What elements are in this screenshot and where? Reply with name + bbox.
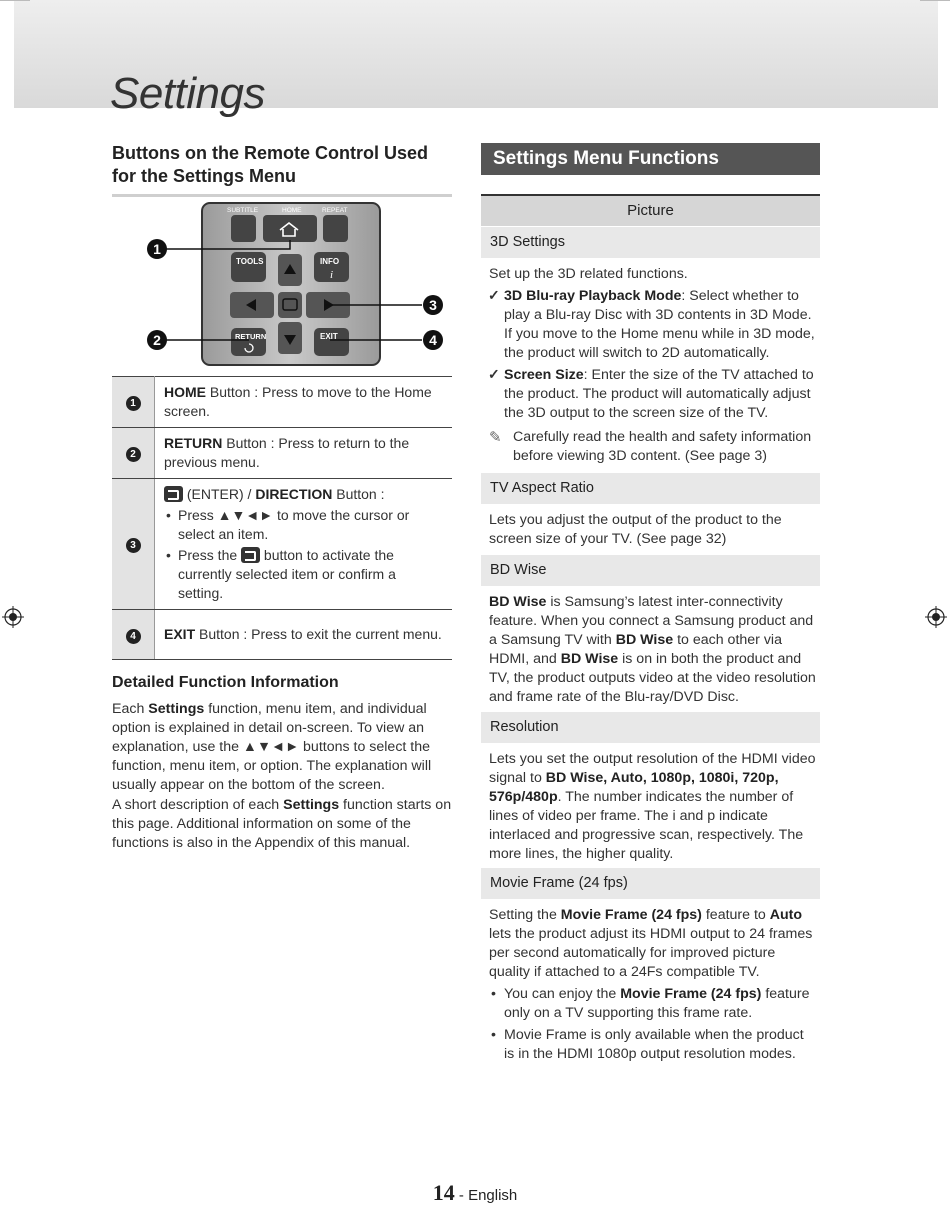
bd-wise-body: BD Wise is Samsung’s latest inter-connectivity feature. When you connect a Samsung product and a Samsung TV with BD Wise to each other via HDMI, and BD Wise is on in both the product and TV, the product outputs video at the video resolution and frame rate of the Blu-ray/DVD Disc. [489,594,816,705]
resolution-body: Lets you set the output resolution of the HDMI video signal to BD Wise, Auto, 1080p, 1080i, 720p, 576p/480p. The number indicates the number of lines of video per frame. The i and p indicate interlaced and progressive scan, respectively. The more lines, the higher quality. [489,751,816,862]
row-description: (ENTER) / DIRECTION Button : • Press ▲▼◄► to move the cursor or select an item. • Press the button to activate the currently selected item or confirm a setting. [155,479,453,610]
remote-label-repeat: REPEAT [322,207,348,214]
row-number-badge: 1 [126,396,141,411]
check-icon: ✓ [488,367,500,383]
item-resolution: Resolution [481,712,820,743]
remote-label-home: HOME [282,207,302,214]
row-number-cell [112,377,155,428]
category-picture: Picture [481,196,820,226]
crop-mark [920,0,950,1]
movie-frame-body: Setting the Movie Frame (24 fps) feature to Auto lets the product adjust its HDMI output to 24 frames per second automatically for improved picture quality if attached to a 24Fs compatible TV. • You can enjoy the Movie Frame (24 fps) feature only on a TV supporting this frame rate. • Movie Frame is only available when the product is in the HDMI 1080p output resolution modes. [489,906,817,1064]
item-movie-frame: Movie Frame (24 fps) [481,868,820,899]
home-button [263,215,317,242]
detail-title: Detailed Function Information [112,674,339,691]
remote-section-heading [112,142,452,197]
remote-label-exit: EXIT [320,332,338,341]
pencil-note-icon: ✎ [489,429,502,446]
row-description: RETURN Button : Press to return to the previous menu. [155,428,453,479]
list-item: • Press the button to activate the currently selected item or confirm a setting. [164,546,444,603]
table-row [112,428,452,479]
row-number-badge: 4 [126,629,141,644]
row-number-cell [112,479,155,610]
row-description: EXIT Button : Press to exit the current menu. [155,610,453,660]
item-tv-aspect-ratio: TV Aspect Ratio [481,473,820,504]
item-3d-settings: 3D Settings [481,227,820,258]
remote-label-subtitle: SUBTITLE [227,207,259,214]
page-language: English [468,1187,518,1204]
page-footer: 14 - English [432,1180,518,1205]
callout-number-2: 2 [153,332,161,348]
section-rule [112,194,452,197]
callout-number-1: 1 [153,241,161,257]
list-item: ✓ Screen Size: Enter the size of the TV attached to the product. The product will automatically adjust the 3D output to the screen size of the TV. [488,367,814,421]
remote-buttons-table [112,376,452,660]
table-row [112,377,452,428]
remote-label-tools: TOOLS [236,257,264,266]
list-item: ✓ 3D Blu-ray Playback Mode: Select whether to play a Blu-ray Disc with 3D contents in 3D Mode. If you move to the Home menu while in 3D mode, the product will switch to 2D automatically. [488,288,815,361]
info-i-icon: i [330,269,334,281]
check-icon: ✓ [488,288,500,304]
tv-aspect-ratio-body: Lets you adjust the output of the product to the screen size of your TV. (See page 32) [489,512,782,547]
callout-number-3: 3 [429,297,437,313]
repeat-button [323,215,348,242]
page-number: 14 [432,1180,455,1205]
list-item: • Movie Frame is only available when the product is in the HDMI 1080p output resolution modes. [491,1027,804,1062]
row-description: HOME Button : Press to move to the Home screen. [155,377,453,428]
remote-label-info: INFO [320,257,340,266]
subtitle-button [231,215,256,242]
3d-settings-body: Set up the 3D related functions. ✓ 3D Blu-ray Playback Mode: Select whether to play a Blu-ray Disc with 3D contents in 3D Mode. If you move to the Home menu while in 3D mode, the product will switch to 2D automatically. ✓ Screen Size: Enter the size of the TV attached to the product. The product will automatically adjust the 3D output to the screen size of the TV. ✎ Carefully read the health and safety information before viewing 3D content. (See page 3) [489,265,817,466]
section-title: Buttons on the Remote Control Used for the Settings Menu [112,143,428,186]
row-number-badge: 2 [126,447,141,462]
remote-label-return: RETURN [235,332,267,341]
detail-paragraph-2: A short description of each Settings function starts on this page. Additional information on some of the functions is also in the Appendix of this manual. [112,797,452,851]
enter-icon [241,547,260,563]
list-item: • Press ▲▼◄► to move the cursor or select an item. [164,506,444,544]
row-number-cell [112,428,155,479]
menu-functions-header: Settings Menu Functions [481,143,820,175]
row-number-cell [112,610,155,660]
crop-mark [0,0,30,1]
page-title: Settings [110,69,265,118]
remote-control-diagram [112,202,452,370]
callout-number-4: 4 [429,332,437,348]
registration-mark-icon [2,606,24,628]
note: ✎ Carefully read the health and safety information before viewing 3D content. (See page 3) [489,429,812,464]
enter-button [278,292,302,318]
row-number-badge: 3 [126,538,141,553]
enter-icon [164,486,183,502]
item-bd-wise: BD Wise [481,555,820,586]
registration-mark-icon [925,606,947,628]
table-row [112,610,452,660]
table-row [112,479,452,610]
list-item: • You can enjoy the Movie Frame (24 fps) feature only on a TV supporting this frame rate. [491,986,810,1021]
detail-paragraph-1: Each Settings function, menu item, and individual option is explained in detail on-screen. To view an explanation, use the ▲▼◄► buttons to select the function, menu item, or option. The explanation will usually appear on the bottom of the screen. [112,701,432,793]
